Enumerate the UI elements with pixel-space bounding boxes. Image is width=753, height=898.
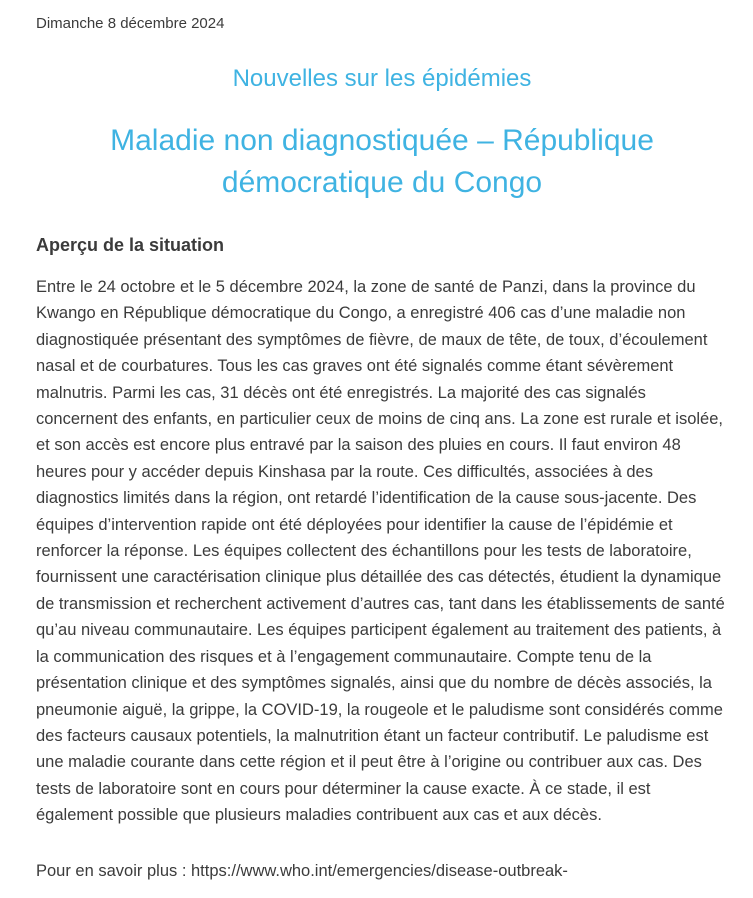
article-title: Maladie non diagnostiquée – République démocratique du Congo <box>110 124 654 199</box>
section-heading: Aperçu de la situation <box>36 235 225 255</box>
who-outbreak-news-link[interactable]: https://www.who.int/emergencies/disease-outbreak- <box>191 861 568 880</box>
newsletter-kicker: Nouvelles sur les épidémies <box>232 65 532 92</box>
document-date: Dimanche 8 décembre 2024 <box>36 15 225 32</box>
article-paragraph: Entre le 24 octobre et le 5 décembre 2024, la zone de santé de Panzi, dans la province du Kwango en République démocratique du Congo, a enregistré 406 cas d’une maladie non diagnostiquée présentant des symptômes de fièvre, de maux de tête, de toux, d’écoulement nasal et de courbatures. Tous les cas graves ont été signalés comme étant sévèrement malnutris. Parmi les cas, 31 décès ont été enregistrés. La majorité des cas signalés concernent des enfants, en particulier ceux de moins de cinq ans. La zone est rurale et isolée, et son accès est encore plus entravé par la saison des pluies en cours. Il faut environ 48 heures pour y accéder depuis Kinshasa par la route. Ces difficultés, associées à des diagnostics limités dans la région, ont retardé l’identification de la cause sous-jacente. Des équipes d’intervention rapide ont été déployées pour identifier la cause de l’épidémie et renforcer la réponse. Les équipes collectent des échantillons pour les tests de laboratoire, fournissent une caractérisation clinique plus détaillée des cas détectés, étudient la dynamique de transmission et recherchent activement d’autres cas, tant dans les établissements de santé qu’au niveau communautaire. Les équipes participent également au traitement des patients, à la communication des risques et à l’engagement communautaire. Compte tenu de la présentation clinique et des symptômes signalés, ainsi que du nombre de décès associés, la pneumonie aiguë, la grippe, la COVID-19, la rougeole et le paludisme sont considérés comme des facteurs causaux potentiels, la malnutrition étant un facteur contributif. Le paludisme est une maladie courante dans cette région et il peut être à l’origine ou contribuer aux cas. Des tests de laboratoire sont en cours pour déterminer la cause exacte. À ce stade, il est également possible que plusieurs maladies contribuent aux cas et aux décès. <box>36 278 725 825</box>
more-info-label: Pour en savoir plus : <box>36 861 191 880</box>
more-info-line <box>36 858 728 884</box>
